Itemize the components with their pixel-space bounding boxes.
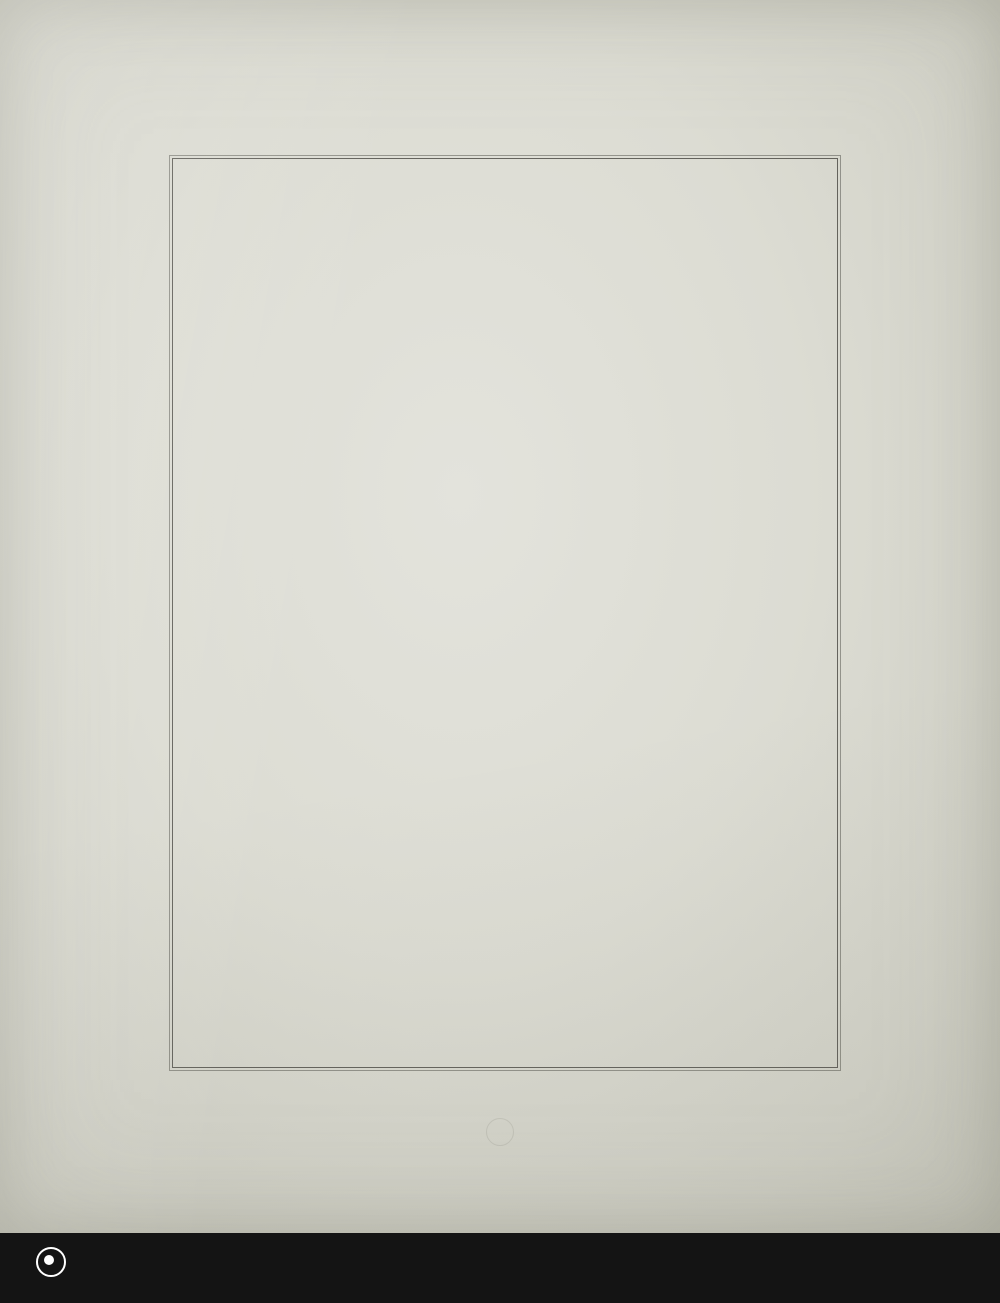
border-ornament-left bbox=[152, 154, 170, 1072]
border-ornament-right bbox=[840, 154, 858, 1072]
blind-stamp bbox=[486, 1118, 514, 1146]
ornamental-border bbox=[152, 138, 858, 1088]
slub-branding bbox=[36, 1247, 75, 1281]
program-text bbox=[172, 162, 836, 178]
border-ornament-top bbox=[152, 138, 858, 156]
border-ornament-bottom bbox=[152, 1070, 858, 1088]
museum-branding bbox=[832, 1244, 982, 1249]
viewer-footer-bar bbox=[0, 1233, 1000, 1303]
slub-logo-icon bbox=[36, 1247, 66, 1277]
border-inner-rule bbox=[172, 158, 838, 1068]
